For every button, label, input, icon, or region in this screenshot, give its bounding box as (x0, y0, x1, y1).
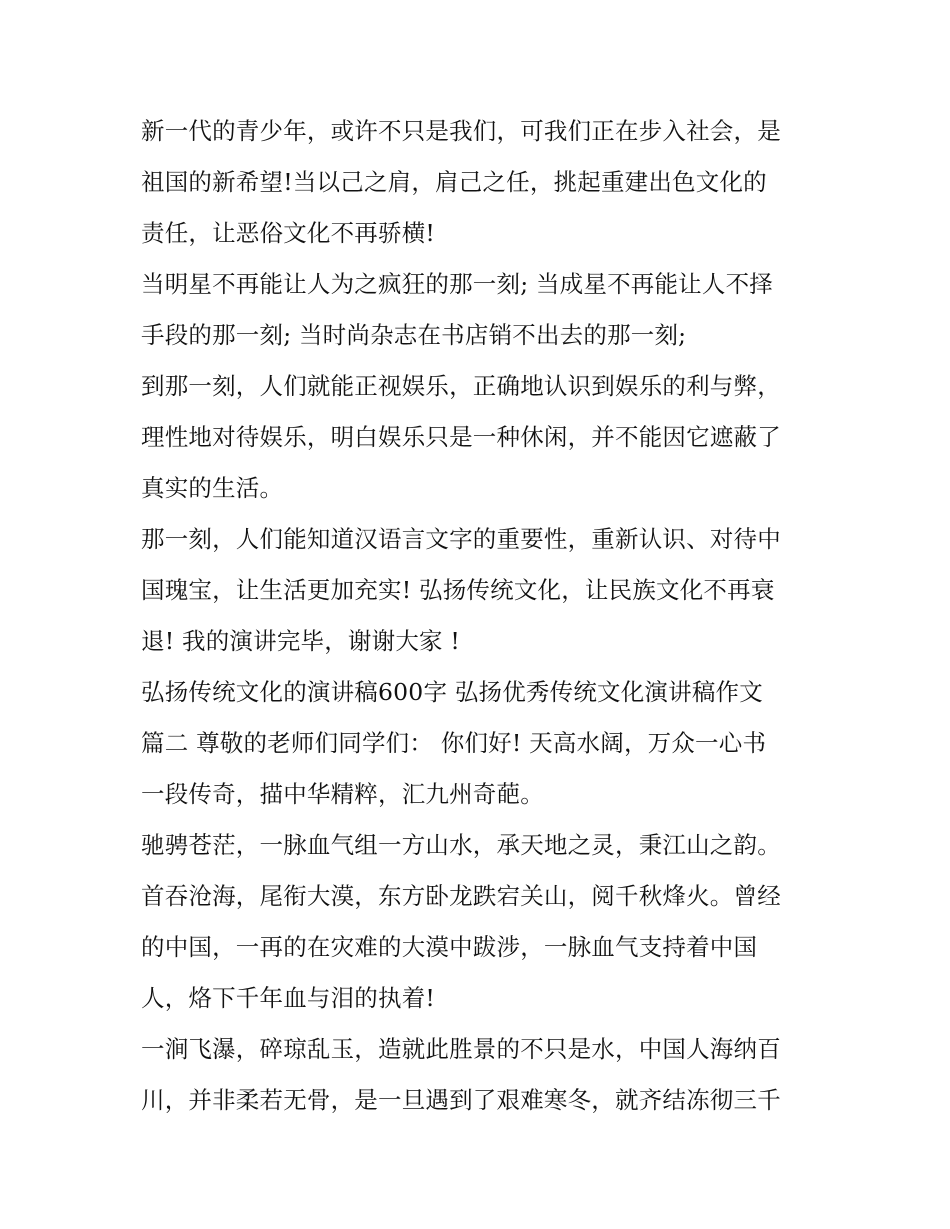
text-line: 的中国，一再的在灾难的大漠中跋涉，一脉血气支持着中国 (141, 933, 758, 961)
text-line: 祖国的新希望!当以己之肩，肩己之任，挑起重建出色文化的 (141, 168, 767, 196)
text-line: 到那一刻，人们就能正视娱乐，正确地认识到娱乐的利与弊， (141, 372, 781, 400)
text-line: 一段传奇，描中华精粹，汇九州奇葩。 (141, 780, 544, 808)
text-line: 真实的生活。 (141, 474, 284, 502)
text-line: 篇二 尊敬的老师们同学们： 你们好! 天高水阔，万众一心书 (141, 729, 767, 757)
text-line: 一涧飞瀑，碎琼乱玉，造就此胜景的不只是水，中国人海纳百 (141, 1035, 781, 1063)
text-line: 驰骋苍茫，一脉血气组一方山水，承天地之灵，秉江山之韵。 (141, 831, 781, 859)
text-line: 新一代的青少年，或许不只是我们，可我们正在步入社会，是 (141, 117, 781, 145)
text-line: 那一刻，人们能知道汉语言文字的重要性，重新认识、对待中 (141, 525, 781, 553)
text-line: 首吞沧海，尾衔大漠，东方卧龙跌宕关山，阅千秋烽火。曾经 (141, 882, 781, 910)
text-line: 退! 我的演讲完毕，谢谢大家 ! (141, 627, 461, 655)
text-line: 理性地对待娱乐，明白娱乐只是一种休闲，并不能因它遮蔽了 (141, 423, 781, 451)
text-line: 手段的那一刻; 当时尚杂志在书店销不出去的那一刻; (141, 321, 687, 349)
text-line: 责任，让恶俗文化不再骄横! (141, 219, 436, 247)
text-line: 人，烙下千年血与泪的执着! (141, 984, 436, 1012)
body-text (141, 106, 821, 1126)
text-line: 川，并非柔若无骨，是一旦遇到了艰难寒冬，就齐结冻彻三千 (141, 1086, 781, 1114)
text-line: 弘扬传统文化的演讲稿600字 弘扬优秀传统文化演讲稿作文 (141, 678, 763, 706)
text-line: 国瑰宝，让生活更加充实! 弘扬传统文化，让民族文化不再衰 (141, 576, 775, 604)
text-line: 当明星不再能让人为之疯狂的那一刻; 当成星不再能让人不择 (141, 270, 773, 298)
